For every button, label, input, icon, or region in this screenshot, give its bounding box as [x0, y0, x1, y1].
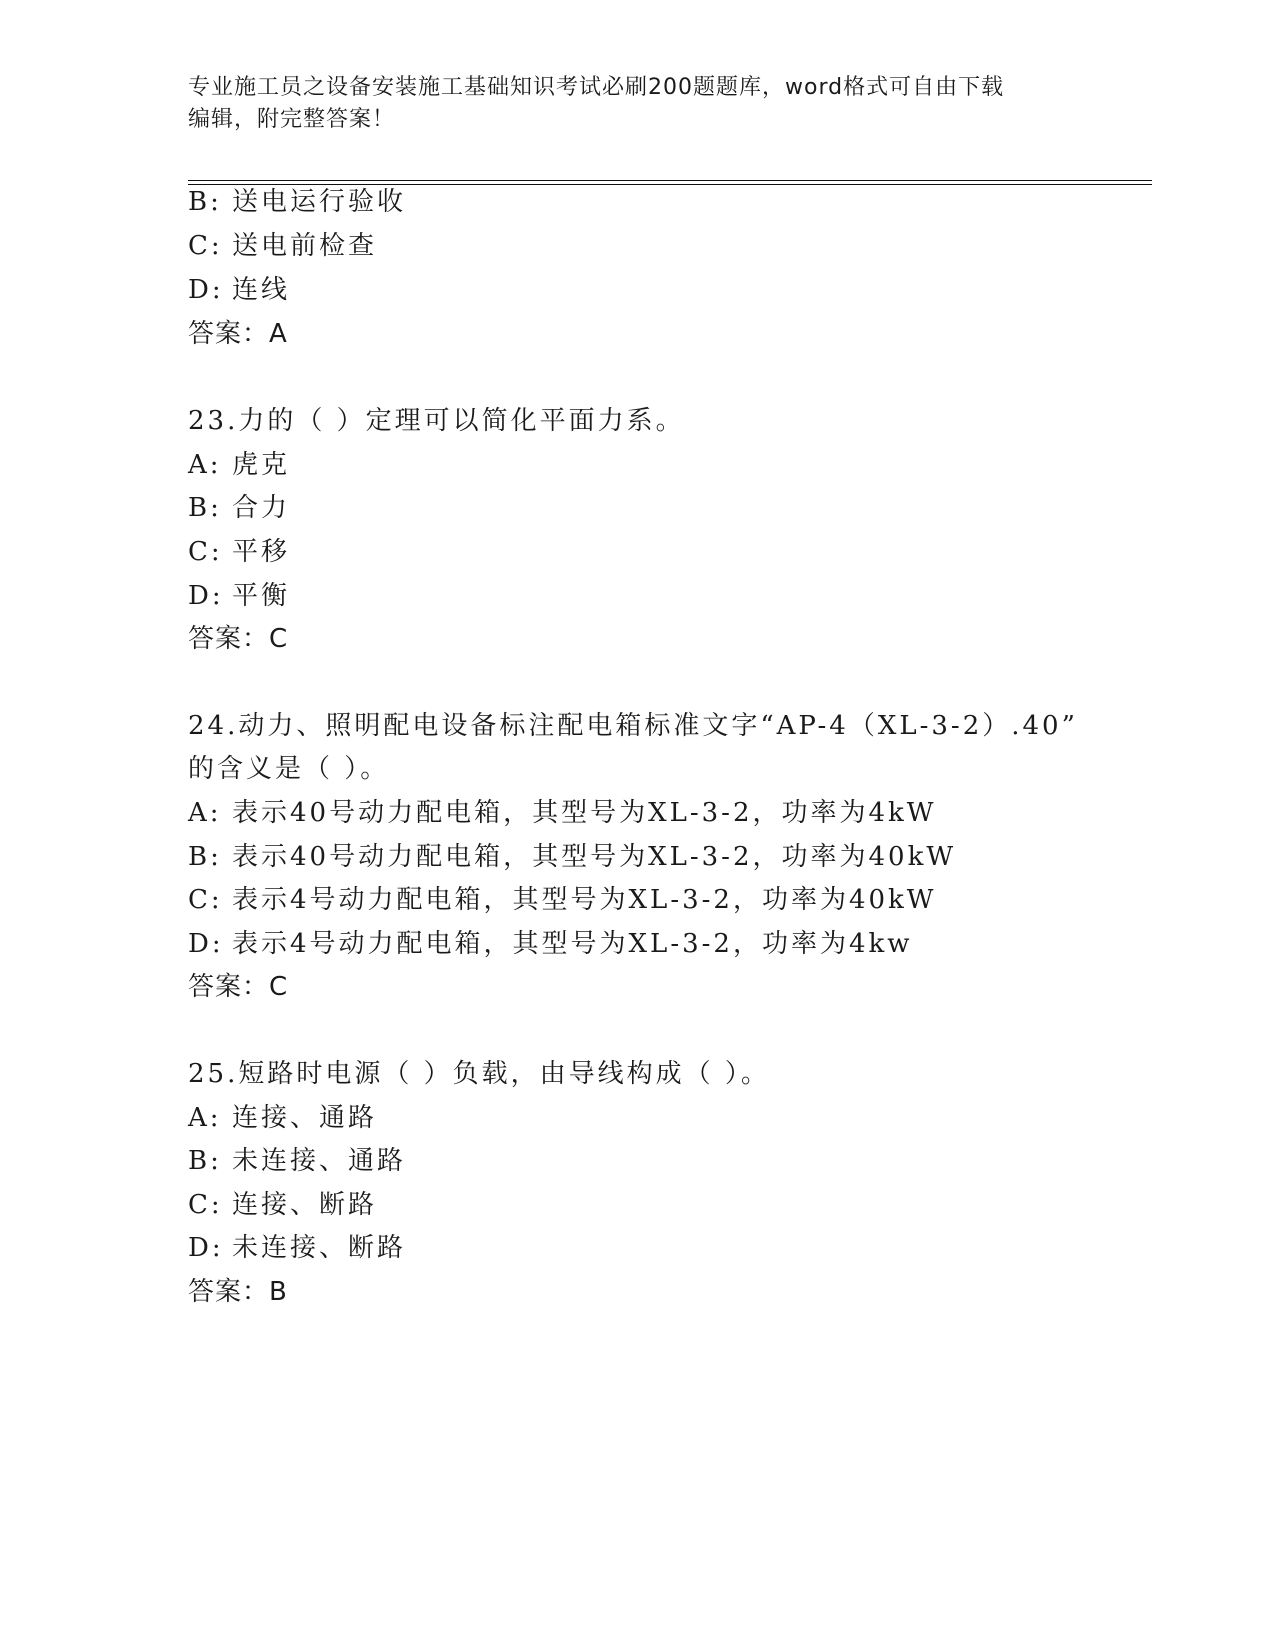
q25-answer: 答案：B — [188, 1277, 288, 1307]
option-key: D: — [188, 275, 224, 305]
option-text: 合力 — [232, 493, 291, 523]
q24-option-d — [188, 927, 913, 961]
option-key: B: — [188, 1146, 222, 1176]
q22-option-d — [188, 273, 290, 307]
q22-option-c — [188, 229, 377, 263]
q24-option-b — [188, 840, 956, 874]
q24-stem-line2: 的含义是（ ）。 — [188, 754, 390, 784]
q25-option-a — [188, 1101, 377, 1135]
option-text: 表示40号动力配电箱，其型号为XL-3-2，功率为4kW — [232, 798, 937, 828]
q23-option-a — [188, 448, 290, 482]
option-key: B: — [188, 842, 222, 872]
q22-answer: 答案：A — [188, 319, 288, 349]
header-title-line2: 编辑，附完整答案！ — [188, 107, 396, 132]
option-text: 连接、断路 — [232, 1190, 378, 1220]
q23-option-c — [188, 535, 290, 569]
option-text: 未连接、断路 — [232, 1233, 407, 1263]
option-text: 平移 — [232, 537, 291, 567]
option-text: 连线 — [232, 275, 291, 305]
option-key: C: — [188, 537, 223, 567]
option-text: 表示40号动力配电箱，其型号为XL-3-2，功率为40kW — [232, 842, 957, 872]
option-key: A: — [188, 1103, 222, 1133]
option-text: 表示4号动力配电箱，其型号为XL-3-2，功率为40kW — [232, 885, 937, 915]
option-text: 未连接、通路 — [232, 1146, 407, 1176]
option-text: 连接、通路 — [232, 1103, 378, 1133]
q23-answer: 答案：C — [188, 624, 289, 654]
option-key: A: — [188, 450, 222, 480]
option-text: 表示4号动力配电箱，其型号为XL-3-2，功率为4kw — [232, 929, 913, 959]
option-text: 送电运行验收 — [232, 187, 407, 217]
q25-stem: 25.短路时电源（ ）负载，由导线构成（ ）。 — [188, 1059, 770, 1089]
q24-answer: 答案：C — [188, 972, 289, 1002]
option-key: D: — [188, 1233, 224, 1263]
header-title-line1: 专业施工员之设备安装施工基础知识考试必刷200题题库，word格式可自由下载 — [188, 75, 1005, 100]
option-key: C: — [188, 1190, 223, 1220]
q23-stem: 23.力的（ ）定理可以简化平面力系。 — [188, 406, 685, 436]
option-key: D: — [188, 581, 224, 611]
q24-option-c — [188, 883, 937, 917]
option-key: B: — [188, 187, 222, 217]
q24-stem-line1: 24.动力、照明配电设备标注配电箱标准文字“AP-4（XL-3-2）.40” — [188, 711, 1078, 741]
q25-option-c — [188, 1188, 377, 1222]
option-key: A: — [188, 798, 222, 828]
option-key: D: — [188, 929, 224, 959]
option-text: 送电前检查 — [232, 231, 378, 261]
q23-option-b — [188, 491, 290, 525]
q23-option-d — [188, 579, 290, 613]
q25-option-d — [188, 1231, 406, 1265]
header-divider-top — [188, 180, 1152, 181]
option-key: C: — [188, 885, 223, 915]
option-text: 虎克 — [232, 450, 291, 480]
q24-option-a — [188, 796, 937, 830]
option-key: B: — [188, 493, 222, 523]
page-header — [188, 72, 1088, 136]
option-text: 平衡 — [232, 581, 291, 611]
q25-option-b — [188, 1144, 406, 1178]
option-key: C: — [188, 231, 223, 261]
q22-option-b — [188, 185, 406, 219]
